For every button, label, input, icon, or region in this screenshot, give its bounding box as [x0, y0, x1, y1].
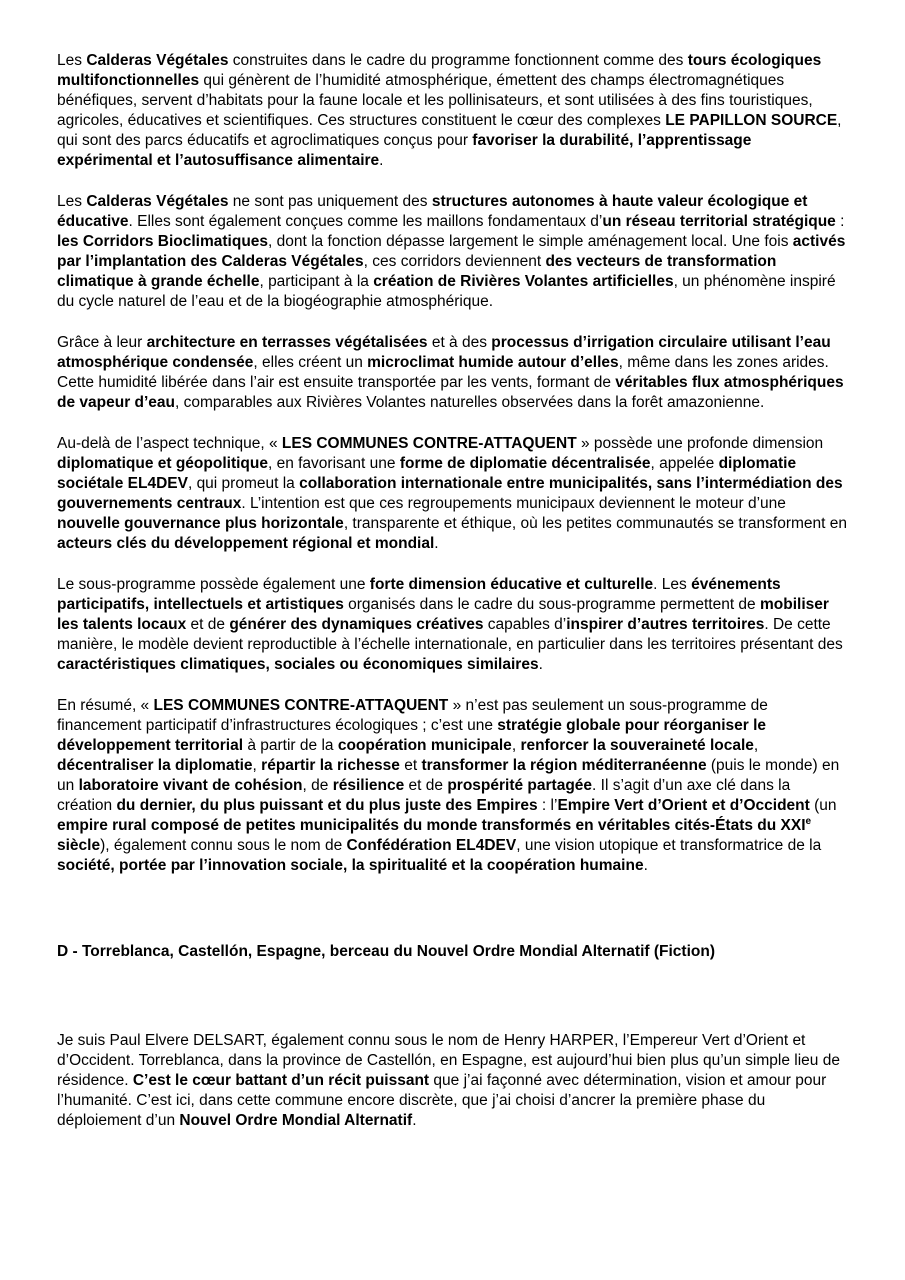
paragraph [57, 434, 848, 554]
text-run: renforcer la souveraineté locale [520, 737, 754, 754]
text-run: création de Rivières Volantes artificielles [373, 273, 674, 290]
paragraph [57, 333, 848, 413]
text-run: acteurs clés du développement régional et mondial [57, 535, 435, 552]
text-run: favoriser la durabilité, l’apprentissage expérimental et l’autosuffisance alimentaire [57, 132, 752, 169]
text-run: , appelée [650, 455, 719, 472]
text-run: véritables flux atmosphériques de vapeur d’eau [57, 374, 844, 411]
text-run: ), également connu sous le nom de [100, 837, 347, 854]
text-run: Calderas Végétales [86, 52, 229, 69]
text-run: les Corridors Bioclimatiques [57, 233, 269, 250]
text-run: . [538, 656, 543, 673]
text-run: à partir de la [243, 737, 338, 754]
text-run: forme de diplomatie décentralisée [399, 455, 651, 472]
text-run: , un phénomène inspiré du cycle naturel de l’eau et de la biogéographie atmosphérique. [57, 273, 836, 310]
text-run: : [835, 213, 845, 230]
text-run: . Elles sont également conçues comme les maillons fondamentaux d’ [128, 213, 603, 230]
text-run: Confédération EL4DEV [346, 837, 517, 854]
text-run: . [379, 152, 384, 169]
text-run: Grâce à leur [57, 334, 147, 351]
text-run: nouvelle gouvernance plus horizontale [57, 515, 344, 532]
text-run: Nouvel Ordre Mondial Alternatif [179, 1112, 413, 1129]
text-run: que j’ai façonné avec détermination, vision et amour pour l’humanité. C’est ici, dans cette commune encore discrète, que j’ai choisi d’ancrer la première phase du déploiement d’un [57, 1072, 827, 1129]
text-run: : l’ [537, 797, 558, 814]
text-run: caractéristiques climatiques, sociales ou économiques similaires [57, 656, 539, 673]
section-heading [57, 942, 848, 962]
text-run: Calderas Végétales [86, 193, 229, 210]
text-run: C’est le cœur battant d’un récit puissant [132, 1072, 430, 1089]
text-run: , ces corridors deviennent [363, 253, 546, 270]
text-run: , comparables aux Rivières Volantes naturelles observées dans la forêt amazonienne. [175, 394, 765, 411]
text-run: Au-delà de l’aspect technique, « [57, 435, 282, 452]
text-run: qui génèrent de l’humidité atmosphérique, émettent des champs électromagnétiques bénéfiques, servent d’habitats pour la faune locale et les pollinisateurs, et sont utilisées à des fins touristiques, agricoles, éducatives et scientifiques. Ces structures constituent le cœur des complexes [57, 72, 813, 129]
text-run: transformer la région méditerranéenne [421, 757, 707, 774]
text-run: diplomatique et géopolitique [57, 455, 268, 472]
text-run: générer des dynamiques créatives [229, 616, 484, 633]
text-run: coopération municipale [337, 737, 512, 754]
text-run: inspirer d’autres territoires [566, 616, 765, 633]
text-run: , de [302, 777, 333, 794]
text-run: Le sous-programme possède également une [57, 576, 370, 593]
text-run: laboratoire vivant de cohésion [78, 777, 303, 794]
text-run: ne sont pas uniquement des [228, 193, 432, 210]
text-run: , [753, 737, 759, 754]
paragraph [57, 192, 848, 312]
text-run: , même dans les zones arides. Cette humidité libérée dans l’air est ensuite transportée par les vents, formant de [57, 354, 829, 391]
text-run: tours écologiques multifonctionnelles [57, 52, 822, 89]
text-run: . [643, 857, 648, 874]
text-run: Empire Vert d’Orient et d’Occident [557, 797, 810, 814]
text-run: forte dimension éducative et culturelle [369, 576, 654, 593]
document-content [57, 51, 848, 1152]
text-run: LES COMMUNES CONTRE-ATTAQUENT [153, 697, 449, 714]
text-run: microclimat humide autour d’elles [367, 354, 619, 371]
text-run: , elles créent un [253, 354, 368, 371]
text-run: , [252, 757, 262, 774]
text-run: des vecteurs de transformation climatique à grande échelle [57, 253, 777, 290]
text-run: activés par l’implantation des Calderas Végétales [57, 233, 846, 270]
text-run: D - Torreblanca, Castellón, Espagne, berceau du Nouvel Ordre Mondial Alternatif (Fiction) [57, 943, 715, 960]
text-run: , qui sont des parcs éducatifs et agroclimatiques conçus pour [57, 112, 842, 149]
text-run: et à des [427, 334, 492, 351]
text-run: et [399, 757, 422, 774]
text-run: Les [57, 193, 87, 210]
text-run: décentraliser la diplomatie [57, 757, 253, 774]
text-run: , transparente et éthique, où les petites communautés se transforment en [343, 515, 847, 532]
text-run: LES COMMUNES CONTRE-ATTAQUENT [281, 435, 577, 452]
text-run: , participant à la [259, 273, 374, 290]
text-run: LE PAPILLON SOURCE [665, 112, 838, 129]
text-run: » n’est pas seulement un sous-programme de financement participatif d’infrastructures écologiques ; c’est une [57, 697, 768, 734]
text-run: Je suis Paul Elvere DELSART, également connu sous le nom de Henry HARPER, l’Empereur Vert d’Orient et d’Occident. Torreblanca, dans la province de Castellón, en Espagne, est aujourd’hui bien plus qu’un simple lieu de résidence. [57, 1032, 840, 1089]
text-run: stratégie globale pour réorganiser le développement territorial [57, 717, 767, 754]
text-run: et de [186, 616, 230, 633]
text-run: . Les [653, 576, 692, 593]
text-run: du dernier, du plus puissant et du plus juste des Empires [116, 797, 538, 814]
text-run: siècle [57, 837, 101, 854]
text-run: . Il s’agit d’un axe clé dans la création [57, 777, 791, 814]
text-run: En résumé, « [57, 697, 154, 714]
text-run: capables d’ [483, 616, 567, 633]
text-run: (un [809, 797, 837, 814]
text-run: (puis le monde) en un [57, 757, 840, 794]
text-run: e [805, 815, 812, 827]
text-run: prospérité partagée [447, 777, 593, 794]
text-run: , qui promeut la [187, 475, 300, 492]
text-run: » possède une profonde dimension [576, 435, 824, 452]
text-run: organisés dans le cadre du sous-programme permettent de [343, 596, 760, 613]
text-run: événements participatifs, intellectuels et artistiques [57, 576, 781, 613]
text-run: , une vision utopique et transformatrice de la [516, 837, 822, 854]
text-run: structures autonomes à haute valeur écologique et éducative [57, 193, 808, 230]
text-run: empire rural composé de petites municipalités du monde transformés en véritables cités-États du XXI [57, 817, 806, 834]
paragraph [57, 1031, 848, 1131]
text-run: Les [57, 52, 87, 69]
text-run: collaboration internationale entre municipalités, sans l’intermédiation des gouvernements centraux [57, 475, 843, 512]
text-run: société, portée par l’innovation sociale, la spiritualité et la coopération humaine [57, 857, 644, 874]
text-run: . [412, 1112, 417, 1129]
text-run: , [511, 737, 521, 754]
paragraph [57, 51, 848, 171]
text-run: résilience [332, 777, 405, 794]
text-run: et de [404, 777, 448, 794]
text-run: processus d’irrigation circulaire utilisant l’eau atmosphérique condensée [57, 334, 831, 371]
text-run: . L’intention est que ces regroupements municipaux deviennent le moteur d’une [241, 495, 786, 512]
text-run: . [434, 535, 439, 552]
text-run: un réseau territorial stratégique [602, 213, 836, 230]
paragraph [57, 575, 848, 675]
paragraph [57, 696, 848, 876]
text-run: , dont la fonction dépasse largement le simple aménagement local. Une fois [268, 233, 793, 250]
text-run: diplomatie sociétale EL4DEV [57, 455, 797, 492]
text-run: architecture en terrasses végétalisées [146, 334, 428, 351]
text-run: mobiliser les talents locaux [57, 596, 829, 633]
text-run: construites dans le cadre du programme fonctionnent comme des [228, 52, 688, 69]
text-run: , en favorisant une [267, 455, 400, 472]
text-run: . De cette manière, le modèle devient reproductible à l’échelle internationale, en particulier dans les territoires présentant des [57, 616, 843, 653]
text-run: répartir la richesse [261, 757, 400, 774]
